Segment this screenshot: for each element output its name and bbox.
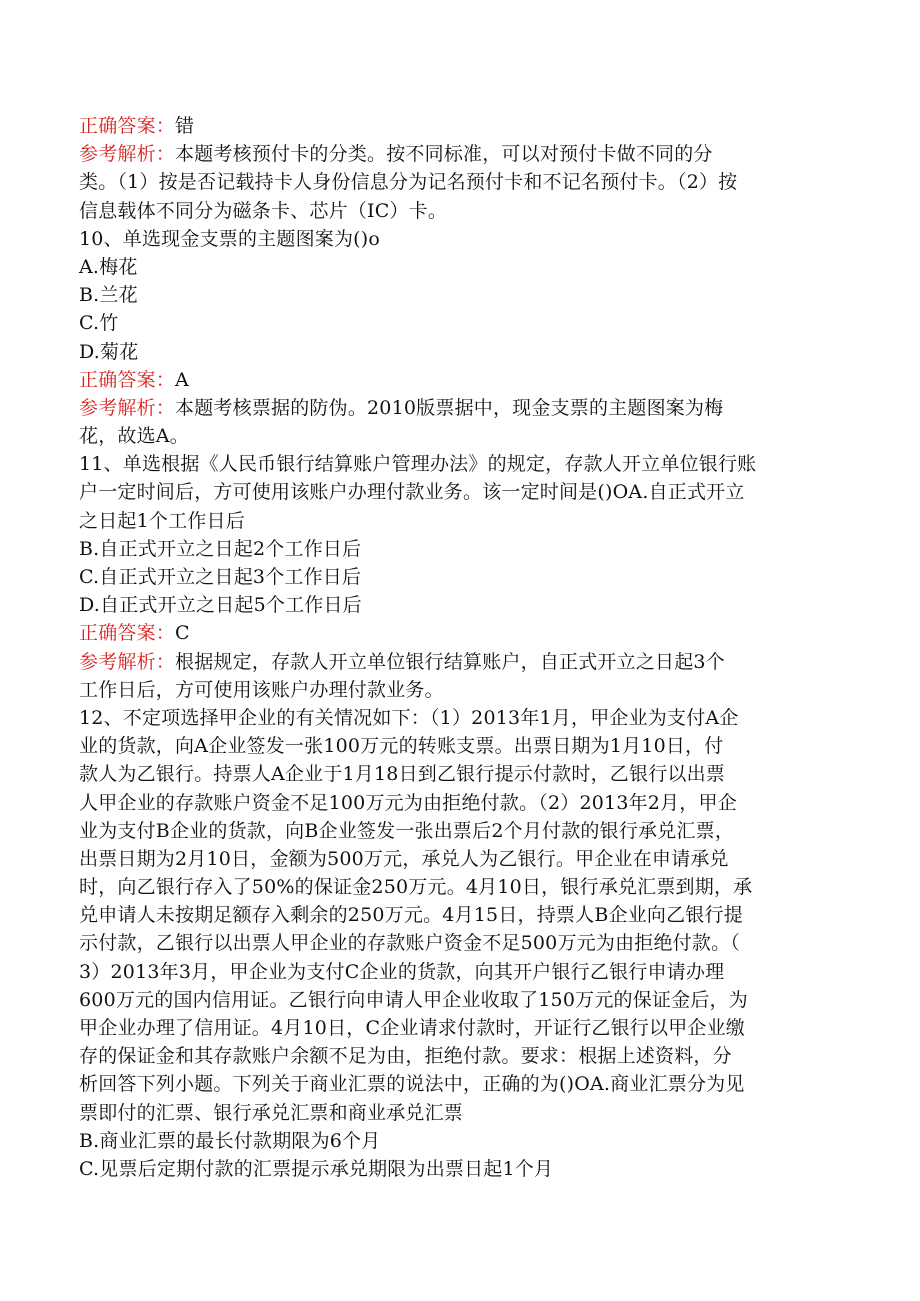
text-line: 花，故选A。 [79,425,189,448]
explanation-text: 本题考核票据的防伪。2010版票据中，现金支票的主题图案为梅 [175,396,724,419]
answer-value: 错 [175,115,195,137]
option-b: B.商业汇票的最长付款期限为6个月 [79,1129,381,1152]
explanation-text: 本题考核预付卡的分类。按不同标准，可以对预付卡做不同的分 [175,143,713,166]
text-line: 户一定时间后，方可使用该账户办理付款业务。该一定时间是()OA.自正式开立 [79,481,745,504]
answer-label: 正确答案： [79,368,176,391]
answer-value: A [175,368,189,391]
explanation-label: 参考解析： [79,650,176,673]
text-line: 600万元的国内信用证。乙银行向申请人甲企业收取了150万元的保证金后，为 [79,988,748,1011]
text-line: 信息载体不同分为磁条卡、芯片（IC）卡。 [79,199,448,222]
explanation-label: 参考解析： [79,396,176,419]
answer-label: 正确答案： [79,622,176,645]
answer-line-q11 [79,619,849,647]
text-line: 析回答下列小题。下列关于商业汇票的说法中，正确的为()OA.商业汇票分为见 [79,1073,745,1096]
question-12-stem: 12、不定项选择甲企业的有关情况如下：（1）2013年1月，甲企业为支付A企 [79,706,739,729]
text-line: 票即付的汇票、银行承兑汇票和商业承兑汇票 [79,1101,464,1124]
text-line: 款人为乙银行。持票人A企业于1月18日到乙银行提示付款时，乙银行以出票 [79,763,725,786]
text-line: 类。（1）按是否记载持卡人身份信息分为记名预付卡和不记名预付卡。（2）按 [79,171,738,194]
text-line: 工作日后，方可使用该账户办理付款业务。 [79,678,444,701]
option-b: B.兰花 [79,284,138,307]
explanation-line-q10 [79,394,849,422]
option-d: D.自正式开立之日起5个工作日后 [79,594,362,617]
answer-line-q9 [79,112,849,140]
explanation-label: 参考解析： [79,143,176,166]
answer-line-q10 [79,366,849,394]
text-line: 业为支付B企业的货款，向B企业签发一张出票后2个月付款的银行承兑汇票， [79,819,735,842]
explanation-line-q9 [79,140,849,168]
question-10-stem: 10、单选现金支票的主题图案为()o [79,227,381,250]
text-line: 时，向乙银行存入了50%的保证金250万元。4月10日，银行承兑汇票到期，承 [79,876,753,899]
option-c: C.自正式开立之日起3个工作日后 [79,566,362,588]
text-line: 3）2013年3月，甲企业为支付C企业的货款，向其开户银行乙银行申请办理 [79,960,725,983]
explanation-text: 根据规定，存款人开立单位银行结算账户，自正式开立之日起3个 [175,650,725,673]
text-line: 业的货款，向A企业签发一张100万元的转账支票。出票日期为1月10日，付 [79,735,724,758]
answer-label: 正确答案： [79,115,176,137]
option-d: D.菊花 [79,340,139,363]
explanation-line-q11 [79,648,849,676]
text-line: 兑申请人未按期足额存入剩余的250万元。4月15日，持票人B企业向乙银行提 [79,904,743,927]
answer-value: C [175,622,190,645]
text-line: 存的保证金和其存款账户余额不足为由，拒绝付款。要求：根据上述资料，分 [79,1045,732,1068]
option-a: A.梅花 [79,255,138,278]
option-c: C.见票后定期付款的汇票提示承兑期限为出票日起1个月 [79,1157,554,1180]
question-11-stem: 11、单选根据《人民币银行结算账户管理办法》的规定，存款人开立单位银行账 [79,453,757,476]
text-line: 之日起1个工作日后 [79,509,245,532]
option-c: C.竹 [79,312,119,335]
option-b: B.自正式开立之日起2个工作日后 [79,537,362,560]
text-line: 示付款，乙银行以出票人甲企业的存款账户资金不足500万元为由拒绝付款。（ [79,932,740,955]
text-line: 人甲企业的存款账户资金不足100万元为由拒绝付款。（2）2013年2月，甲企 [79,791,737,814]
text-line: 出票日期为2月10日，金额为500万元，承兑人为乙银行。甲企业在申请承兑 [79,847,729,870]
text-line: 甲企业办理了信用证。4月10日，C企业请求付款时，开证行乙银行以甲企业缴 [79,1017,746,1039]
document-body [79,112,849,1183]
